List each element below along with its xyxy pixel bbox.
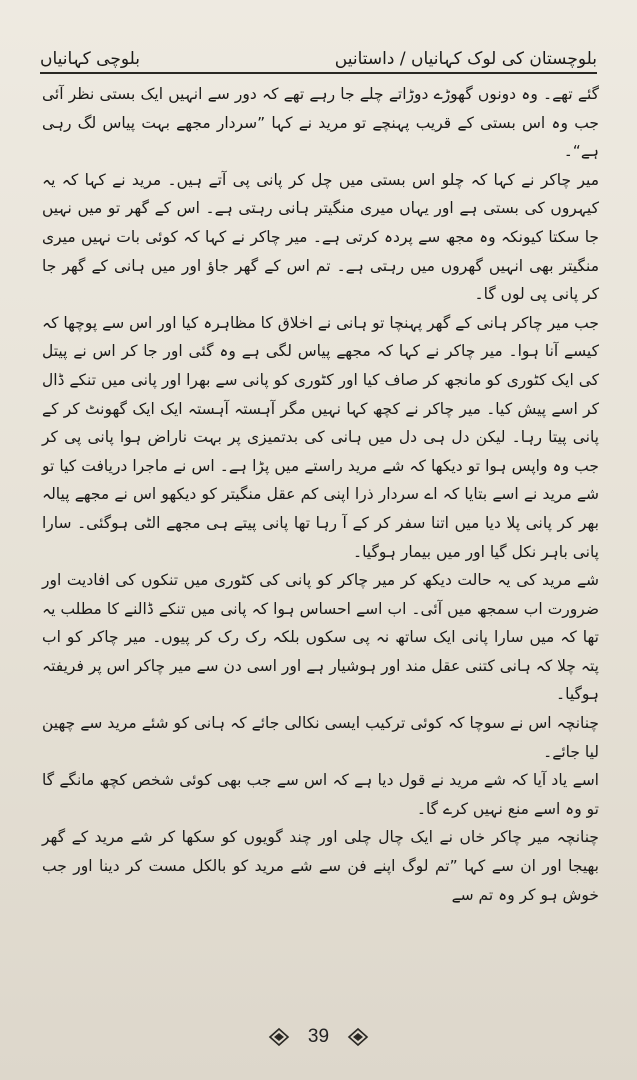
- right-ornament-icon: [347, 1026, 369, 1048]
- paragraph: گئے تھے۔ وہ دونوں گھوڑے دوڑاتے چلے جا رہے تھے کہ دور سے انہیں ایک بستی نظر آئی جب وہ اس بستی کے قریب پہنچے تو مرید نے کہا ”سردار مجھے بہت پیاس لگ رہی ہے“۔: [42, 85, 599, 161]
- paragraph: چنانچہ اس نے سوچا کہ کوئی ترکیب ایسی نکالی جائے کہ ہانی کو شئے مرید سے چھین لیا جائے۔: [42, 714, 599, 761]
- paragraph: جب میر چاکر ہانی کے گھر پہنچا تو ہانی نے اخلاق کا مظاہرہ کیا اور اس سے پوچھا کہ کیسے آنا ہوا۔ میر چاکر نے کہا کہ مجھے پیاس لگی ہے وہ گئی اور جا کر اس نے پیتل کی ایک کٹوری کو مانجھ کر صاف کیا اور کٹوری کو پانی سے بھرا اور پانی میں تنکے ڈال کر اسے پیش کیا۔ میر چاکر نے کچھ کہا نہیں مگر آہستہ آہستہ ایک ایک گھونٹ کر کے پانی پیتا رہا۔ لیکن دل ہی دل میں ہانی کی بدتمیزی پر بہت ناراض ہوا پانی پی کر جب وہ واپس ہوا تو دیکھا کہ شے مرید راستے میں پڑا ہے۔ اس نے ماجرا دریافت کیا تو شے مرید نے اسے بتایا کہ اے سردار ذرا اپنی کم عقل منگیتر کو دیکھو اس نے مجھے پیالہ بھر کر پانی پلا دیا میں اتنا سفر کر کے آ رہا تھا پانی پیتے ہی مجھے الٹی ہوگئی۔ سارا پانی باہر نکل گیا اور میں بیمار ہوگیا۔: [42, 313, 599, 561]
- section-title: بلوچی کہانیاں: [40, 49, 140, 69]
- page-footer: [0, 1022, 637, 1052]
- left-ornament-icon: [268, 1026, 290, 1048]
- book-title: بلوچستان کی لوک کہانیاں / داستانیں: [334, 49, 597, 69]
- running-header: [40, 28, 597, 68]
- paragraph: میر چاکر نے کہا کہ چلو اس بستی میں چل کر پانی پی آتے ہیں۔ مرید نے کہا کہ یہ کیہروں کی بستی ہے اور یہاں میری منگیتر ہانی رہتی ہے۔ اس کے گھر تو میں نہیں جا سکتا کیونکہ وہ مجھ سے پردہ کرتی ہے۔ میر چاکر نے کہا کہ کوئی بات نہیں میری منگیتر بھی انہیں گھروں میں رہتی ہے۔ تم اس کے گھر جاؤ اور میں ہانی کے گھر جا کر پانی پی لوں گا۔: [42, 170, 599, 304]
- paragraph: اسے یاد آیا کہ شے مرید نے قول دیا ہے کہ اس سے جب بھی کوئی شخص کچھ مانگے گا تو وہ اسے منع نہیں کرے گا۔: [42, 771, 599, 818]
- page-number: 39: [307, 1026, 330, 1047]
- body-text: [42, 80, 599, 909]
- paragraph: شے مرید کی یہ حالت دیکھ کر میر چاکر کو پانی کی کٹوری میں تنکوں کی افادیت اور ضرورت اب سمجھ میں آئی۔ اب اسے احساس ہوا کہ پانی میں تنکے ڈالنے کا مطلب یہ تھا کہ میں سارا پانی ایک ساتھ نہ پی سکوں بلکہ رک رک کر پیوں۔ میر چاکر کو اب پتہ چلا کہ ہانی کتنی عقل مند اور ہوشیار ہے اور اسی دن سے میر چاکر اس پر فریفتہ ہوگیا۔: [42, 571, 599, 704]
- paragraph: چنانچہ میر چاکر خاں نے ایک چال چلی اور چند گویوں کو سکھا کر شے مرید کے گھر بھیجا اور ان سے کہا ”تم لوگ اپنے فن سے شے مرید کو بالکل مست کر دینا اور جب خوش ہو کر وہ تم سے: [42, 828, 599, 904]
- header-rule: [40, 72, 597, 74]
